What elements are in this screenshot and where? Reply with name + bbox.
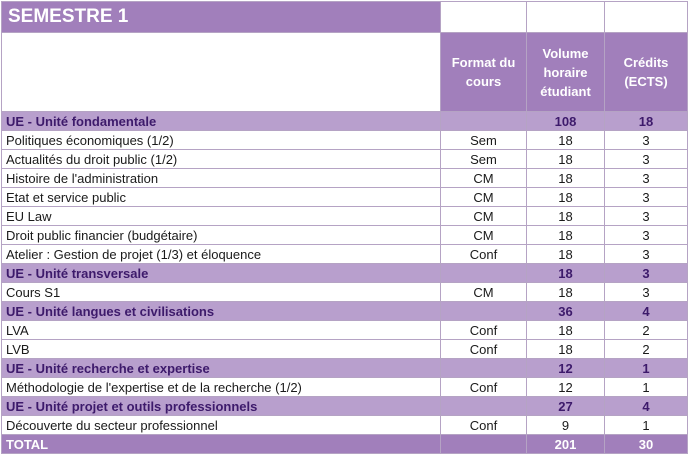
ue-label: UE - Unité fondamentale [2, 112, 441, 131]
course-format: Conf [441, 416, 527, 435]
course-volume: 18 [527, 283, 605, 302]
course-credits: 3 [605, 207, 688, 226]
course-format [441, 397, 527, 416]
course-credits: 1 [605, 416, 688, 435]
course-row [2, 378, 688, 397]
course-label: Actualités du droit public (1/2) [2, 150, 441, 169]
title-empty-cell [605, 2, 688, 33]
course-format [441, 359, 527, 378]
header-row [2, 33, 688, 112]
course-volume: 108 [527, 112, 605, 131]
course-format: CM [441, 188, 527, 207]
course-format: CM [441, 283, 527, 302]
ue-row [2, 264, 688, 283]
course-format [441, 302, 527, 321]
course-label: Cours S1 [2, 283, 441, 302]
course-row [2, 169, 688, 188]
course-volume: 18 [527, 188, 605, 207]
total-volume: 201 [527, 435, 605, 454]
ue-row [2, 359, 688, 378]
course-volume: 18 [527, 207, 605, 226]
course-row [2, 188, 688, 207]
course-credits: 3 [605, 131, 688, 150]
course-row [2, 207, 688, 226]
ue-row [2, 302, 688, 321]
course-format: Conf [441, 340, 527, 359]
course-volume: 18 [527, 264, 605, 283]
course-format: CM [441, 169, 527, 188]
course-row [2, 340, 688, 359]
course-credits: 3 [605, 283, 688, 302]
course-row [2, 283, 688, 302]
total-credits: 30 [605, 435, 688, 454]
course-row [2, 245, 688, 264]
course-volume: 9 [527, 416, 605, 435]
course-format: CM [441, 207, 527, 226]
course-credits: 3 [605, 150, 688, 169]
course-volume: 18 [527, 245, 605, 264]
header-volume: Volume horaire étudiant [527, 33, 605, 112]
course-format: Sem [441, 131, 527, 150]
course-label: Droit public financier (budgétaire) [2, 226, 441, 245]
course-label: Méthodologie de l'expertise et de la recherche (1/2) [2, 378, 441, 397]
course-credits: 3 [605, 264, 688, 283]
course-row [2, 226, 688, 245]
title-empty-cell [441, 2, 527, 33]
course-format: CM [441, 226, 527, 245]
course-format: Conf [441, 321, 527, 340]
course-row [2, 131, 688, 150]
semester-table [1, 1, 688, 454]
ue-label: UE - Unité projet et outils professionnels [2, 397, 441, 416]
course-volume: 36 [527, 302, 605, 321]
course-credits: 1 [605, 359, 688, 378]
course-volume: 18 [527, 131, 605, 150]
ue-label: UE - Unité recherche et expertise [2, 359, 441, 378]
header-credits: Crédits (ECTS) [605, 33, 688, 112]
course-label: EU Law [2, 207, 441, 226]
course-label: Histoire de l'administration [2, 169, 441, 188]
semester-title: SEMESTRE 1 [2, 2, 441, 33]
total-empty-cell [441, 435, 527, 454]
course-label: LVA [2, 321, 441, 340]
course-format: Sem [441, 150, 527, 169]
course-credits: 3 [605, 188, 688, 207]
course-credits: 18 [605, 112, 688, 131]
header-empty-cell [2, 33, 441, 112]
course-row [2, 416, 688, 435]
course-label: Etat et service public [2, 188, 441, 207]
course-format: Conf [441, 378, 527, 397]
course-volume: 12 [527, 378, 605, 397]
course-credits: 3 [605, 169, 688, 188]
course-format [441, 112, 527, 131]
course-credits: 2 [605, 321, 688, 340]
course-credits: 1 [605, 378, 688, 397]
course-label: Politiques économiques (1/2) [2, 131, 441, 150]
course-credits: 3 [605, 245, 688, 264]
ue-row [2, 112, 688, 131]
title-empty-cell [527, 2, 605, 33]
course-format [441, 264, 527, 283]
header-format: Format du cours [441, 33, 527, 112]
ue-label: UE - Unité transversale [2, 264, 441, 283]
title-row [2, 2, 688, 33]
course-volume: 18 [527, 321, 605, 340]
course-credits: 4 [605, 397, 688, 416]
course-row [2, 321, 688, 340]
course-volume: 27 [527, 397, 605, 416]
course-label: Découverte du secteur professionnel [2, 416, 441, 435]
course-format: Conf [441, 245, 527, 264]
course-volume: 18 [527, 340, 605, 359]
course-volume: 18 [527, 150, 605, 169]
total-label: TOTAL [2, 435, 441, 454]
course-volume: 18 [527, 169, 605, 188]
course-row [2, 150, 688, 169]
total-row [2, 435, 688, 454]
course-credits: 3 [605, 226, 688, 245]
ue-row [2, 397, 688, 416]
course-credits: 2 [605, 340, 688, 359]
ue-label: UE - Unité langues et civilisations [2, 302, 441, 321]
course-volume: 12 [527, 359, 605, 378]
course-credits: 4 [605, 302, 688, 321]
course-label: LVB [2, 340, 441, 359]
course-label: Atelier : Gestion de projet (1/3) et éloquence [2, 245, 441, 264]
course-volume: 18 [527, 226, 605, 245]
